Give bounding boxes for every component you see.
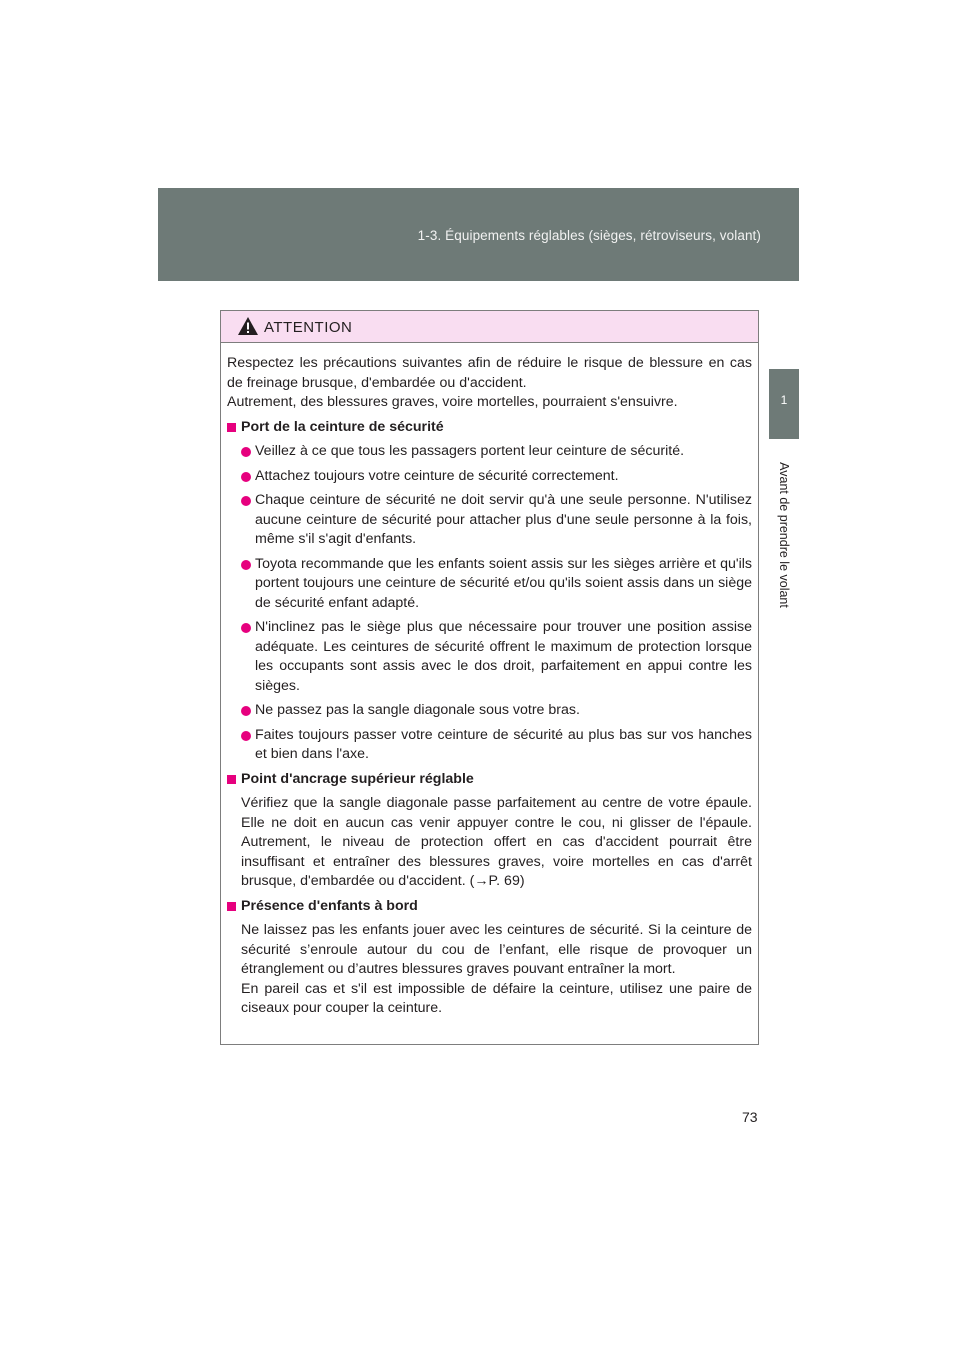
square-bullet-icon [227, 775, 236, 784]
list-item: Attachez toujours votre ceinture de sécurité correctement. [241, 467, 752, 487]
round-bullet-icon [241, 560, 251, 570]
round-bullet-icon [241, 472, 251, 482]
page-number: 73 [742, 1109, 758, 1125]
section-paragraph: Ne laissez pas les enfants jouer avec les ceintures de sécurité. Si la ceinture de sécurité s’enroule autour du cou de l’enfant, elle risque de provoquer un étranglement ou d’autres blessures graves pouvant entraîner la mort. [241, 922, 752, 977]
chapter-number: 1 [780, 393, 788, 407]
chapter-tab [769, 369, 799, 439]
chapter-header-band [158, 188, 799, 281]
warning-intro-consequence: Autrement, des blessures graves, voire mortelles, pourraient s'ensuivre. [227, 394, 678, 410]
list-item: N'inclinez pas le siège plus que nécessaire pour trouver une position assise adéquate. Les ceintures de sécurité offrent le maximum de protection lorsque les occupants sont assis avec le dos droit, parfaitement en appui contre les sièges. [241, 618, 752, 696]
list-item: Veillez à ce que tous les passagers portent leur ceinture de sécurité. [241, 442, 752, 462]
warning-box [220, 310, 759, 1045]
section-title: 1-3. Équipements réglables (sièges, rétroviseurs, volant) [417, 228, 761, 243]
warning-body [221, 343, 758, 1019]
warning-triangle-icon [237, 316, 259, 336]
warning-intro: Respectez les précautions suivantes afin de réduire le risque de blessure en cas de freinage brusque, d'embardée ou d'accident. [227, 355, 752, 391]
section-heading: Présence d'enfants à bord [227, 897, 752, 917]
round-bullet-icon [241, 706, 251, 716]
section-paragraph: Vérifiez que la sangle diagonale passe parfaitement au centre de votre épaule. Elle ne doit en aucun cas venir appuyer contre le cou, ni glisser de l'épaule. Autrement, le niveau de protection offert en cas d'accident pourrait être insuffisant et entraîner des blessures graves, voire mortelles en cas d'arrêt brusque, d'embardée ou d'accident. (→P. 69) [241, 795, 752, 889]
list-item: Toyota recommande que les enfants soient assis sur les sièges arrière et qu'ils portent toujours une ceinture de sécurité et/ou qu'ils soient assis dans un siège de sécurité enfant adapté. [241, 555, 752, 614]
list-item: Faites toujours passer votre ceinture de sécurité au plus bas sur vos hanches et bien dans l'axe. [241, 726, 752, 765]
round-bullet-icon [241, 731, 251, 741]
list-item: Chaque ceinture de sécurité ne doit servir qu'à une seule personne. N'utilisez aucune ceinture de sécurité pour attacher plus d'une seule personne à la fois, même s'il s'agit d'enfants. [241, 491, 752, 550]
list-item: Ne passez pas la sangle diagonale sous votre bras. [241, 701, 752, 721]
chapter-title: Avant de prendre le volant [777, 462, 791, 608]
round-bullet-icon [241, 447, 251, 457]
square-bullet-icon [227, 423, 236, 432]
square-bullet-icon [227, 902, 236, 911]
warning-title: ATTENTION [264, 319, 353, 336]
warning-header [221, 311, 758, 343]
section-paragraph: En pareil cas et s'il est impossible de défaire la ceinture, utilisez une paire de ciseaux pour couper la ceinture. [241, 980, 752, 1016]
section-heading: Port de la ceinture de sécurité [227, 418, 752, 438]
round-bullet-icon [241, 623, 251, 633]
section-heading: Point d'ancrage supérieur réglable [227, 770, 752, 790]
round-bullet-icon [241, 496, 251, 506]
